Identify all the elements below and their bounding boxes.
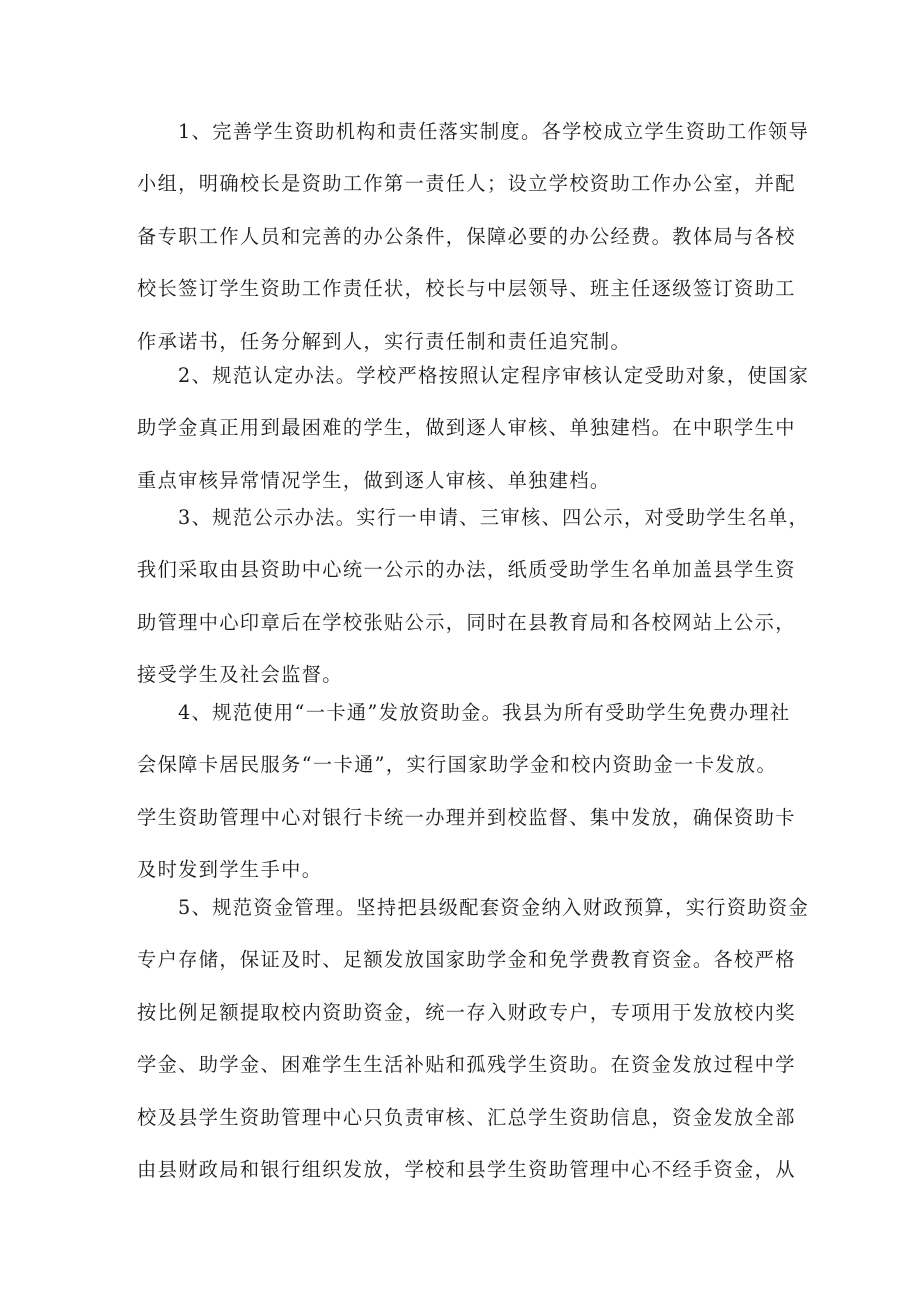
paragraph-4 [137,687,796,897]
paragraph-line: 由县财政局和银行组织发放，学校和县学生资助管理中心不经手资金，从 [137,1158,796,1182]
paragraph-line: 1、完善学生资助机构和责任落实制度。各学校成立学生资助工作领导 [178,120,810,143]
paragraph-line: 2、规范认定办法。学校严格按照认定程序审核认定受助对象，使国家 [178,364,810,387]
paragraph-line: 校及县学生资助管理中心只负责审核、汇总学生资助信息，资金发放全部 [137,1105,796,1129]
paragraph-line: 作承诺书，任务分解到人，实行责任制和责任追究制。 [137,329,632,353]
paragraph-line: 会保障卡居民服务“一卡通”，实行国家助学金和校内资助金一卡发放。 [137,753,778,777]
paragraph-line: 学金、助学金、困难学生生活补贴和孤残学生资助。在资金发放过程中学 [137,1053,796,1077]
paragraph-line: 专户存储，保证及时、足额发放国家助学金和免学费教育资金。各校严格 [137,948,796,972]
paragraph-line: 备专职工作人员和完善的办公条件，保障必要的办公经费。教体局与各校 [137,224,796,248]
paragraph-2 [137,350,810,507]
paragraph-line: 及时发到学生手中。 [137,858,323,882]
paragraph-line: 3、规范公示办法。实行一申请、三审核、四公示，对受助学生名单， [178,506,810,529]
paragraph-line: 重点审核异常情况学生，做到逐人审核、单独建档。 [137,468,611,492]
paragraph-line: 小组，明确校长是资助工作第一责任人；设立学校资助工作办公室，并配 [137,172,796,196]
paragraph-1 [137,106,810,368]
paragraph-line: 接受学生及社会监督。 [137,663,343,687]
paragraph-line: 校长签订学生资助工作责任状，校长与中层领导、班主任逐级签订资助工 [137,277,796,301]
paragraph-5 [137,882,810,1196]
paragraph-line: 我们采取由县资助中心统一公示的办法，纸质受助学生名单加盖县学生资 [137,558,796,582]
paragraph-line: 4、规范使用“一卡通”发放资助金。我县为所有受助学生免费办理社 [178,701,791,724]
paragraph-line: 助学金真正用到最困难的学生，做到逐人审核、单独建档。在中职学生中 [137,416,796,440]
paragraph-line: 按比例足额提取校内资助资金，统一存入财政专户，专项用于发放校内奖 [137,1000,796,1024]
paragraph-line: 5、规范资金管理。坚持把县级配套资金纳入财政预算，实行资助资金 [178,896,810,919]
paragraph-line: 助管理中心印章后在学校张贴公示，同时在县教育局和各校网站上公示， [137,610,796,634]
paragraph-line: 学生资助管理中心对银行卡统一办理并到校监督、集中发放，确保资助卡 [137,805,796,829]
paragraph-3 [137,492,810,702]
